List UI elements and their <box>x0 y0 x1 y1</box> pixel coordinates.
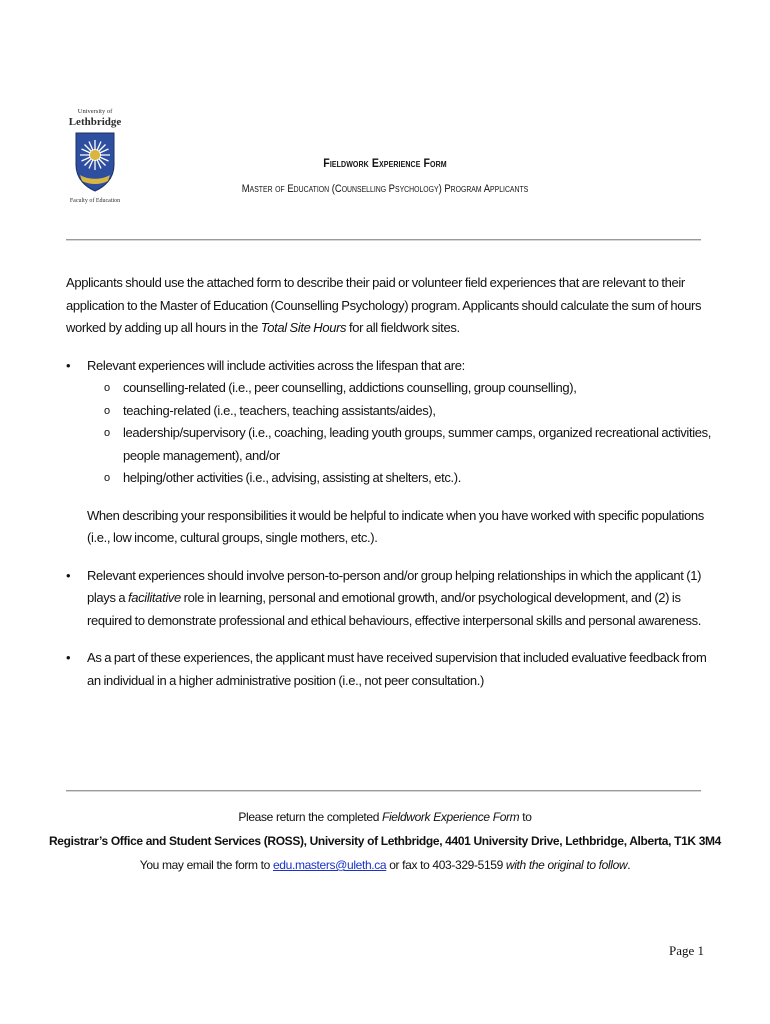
return-text-end: to <box>519 810 532 824</box>
footer-divider <box>66 790 701 791</box>
return-text: Please return the completed <box>238 810 383 824</box>
bullet-text-1: Relevant experiences should involve person-to-person and/or group helping relationships in which the applicant (1) plays a <box>87 567 702 605</box>
return-line <box>0 805 770 829</box>
bullet-item-helping-relationships <box>66 565 716 633</box>
sub-item-helping <box>66 467 716 490</box>
bullet-item-supervision <box>66 647 716 692</box>
bullet-icon: • <box>66 650 71 665</box>
intro-text-1: Applicants should use the attached form to describe their paid or volunteer field experiences that are relevant to their application to the Master of Education (Counselling Psychology) program. Applicants should calculate the sum of hours worked by adding up all hours in the <box>66 275 702 335</box>
sub-item-teaching <box>66 400 716 423</box>
sub-item-counselling <box>66 377 716 400</box>
bullet-item-relevant-activities <box>66 355 716 378</box>
bullet-text: Relevant experiences will include activities across the lifespan that are: <box>87 357 465 373</box>
intro-paragraph <box>66 272 716 340</box>
sub-item-text: leadership/supervisory (i.e., coaching, leading youth groups, summer camps, organized recreational activities, people management), and/or <box>123 425 712 463</box>
sub-item-text: helping/other activities (i.e., advising, assisting at shelters, etc.). <box>123 470 461 485</box>
return-instructions <box>0 805 770 877</box>
sub-item-text: counselling-related (i.e., peer counselling, addictions counselling, group counselling), <box>123 380 577 395</box>
form-title: Fieldwork Experience Form <box>323 156 447 170</box>
sub-bullet-icon: o <box>104 427 110 439</box>
bullet-icon: • <box>66 357 71 373</box>
logo-faculty-label: Faculty of Education <box>69 198 121 204</box>
email-prompt: You may email the form to <box>139 858 273 872</box>
responsibilities-note: When describing your responsibilities it would be helpful to indicate when you have worked with specific populations (i.e., low income, cultural groups, single mothers, etc.). <box>87 507 704 545</box>
page-number: Page 1 <box>668 943 704 958</box>
contact-line <box>0 853 770 877</box>
logo-line-university-of: University of <box>77 108 113 115</box>
form-name-emphasis: Fieldwork Experience Form <box>382 810 520 824</box>
sub-bullet-icon: o <box>104 382 110 394</box>
intro-emphasis: Total Site Hours <box>260 320 347 335</box>
form-subtitle: Master of Education (Counselling Psychology) Program Applicants <box>241 183 529 195</box>
bullet-text-2: role in learning, personal and emotional growth, and/or psychological development, and (2) is required to demonstrate professional and ethical behaviours, effective interpersonal skills and personal awareness. <box>87 590 702 628</box>
sub-bullet-icon: o <box>104 472 110 484</box>
sub-item-leadership <box>66 422 716 467</box>
fax-text: or fax to 403-329-5159 <box>386 858 506 872</box>
email-link[interactable]: edu.masters@uleth.ca <box>272 858 387 872</box>
sub-item-text: teaching-related (i.e., teachers, teaching assistants/aides), <box>123 402 436 418</box>
ross-address: Registrar’s Office and Student Services (ROSS), University of Lethbridge, 4401 University Drive, Lethbridge, Alberta, T1K 3M4 <box>48 834 721 848</box>
sub-bullet-icon: o <box>104 404 110 417</box>
logo-line-lethbridge: Lethbridge <box>68 116 122 128</box>
instructions-body <box>66 272 716 692</box>
header-divider <box>66 239 701 240</box>
bullet-emphasis: facilitative <box>128 590 181 605</box>
bullet-icon: • <box>66 567 71 583</box>
contact-period: . <box>627 858 631 872</box>
original-follow-emphasis: with the original to follow <box>505 858 628 872</box>
intro-text-2: for all fieldwork sites. <box>346 320 460 335</box>
bullet-text: As a part of these experiences, the applicant must have received supervision that included evaluative feedback from an individual in a higher administrative position (i.e., not peer consultation.) <box>87 650 707 688</box>
